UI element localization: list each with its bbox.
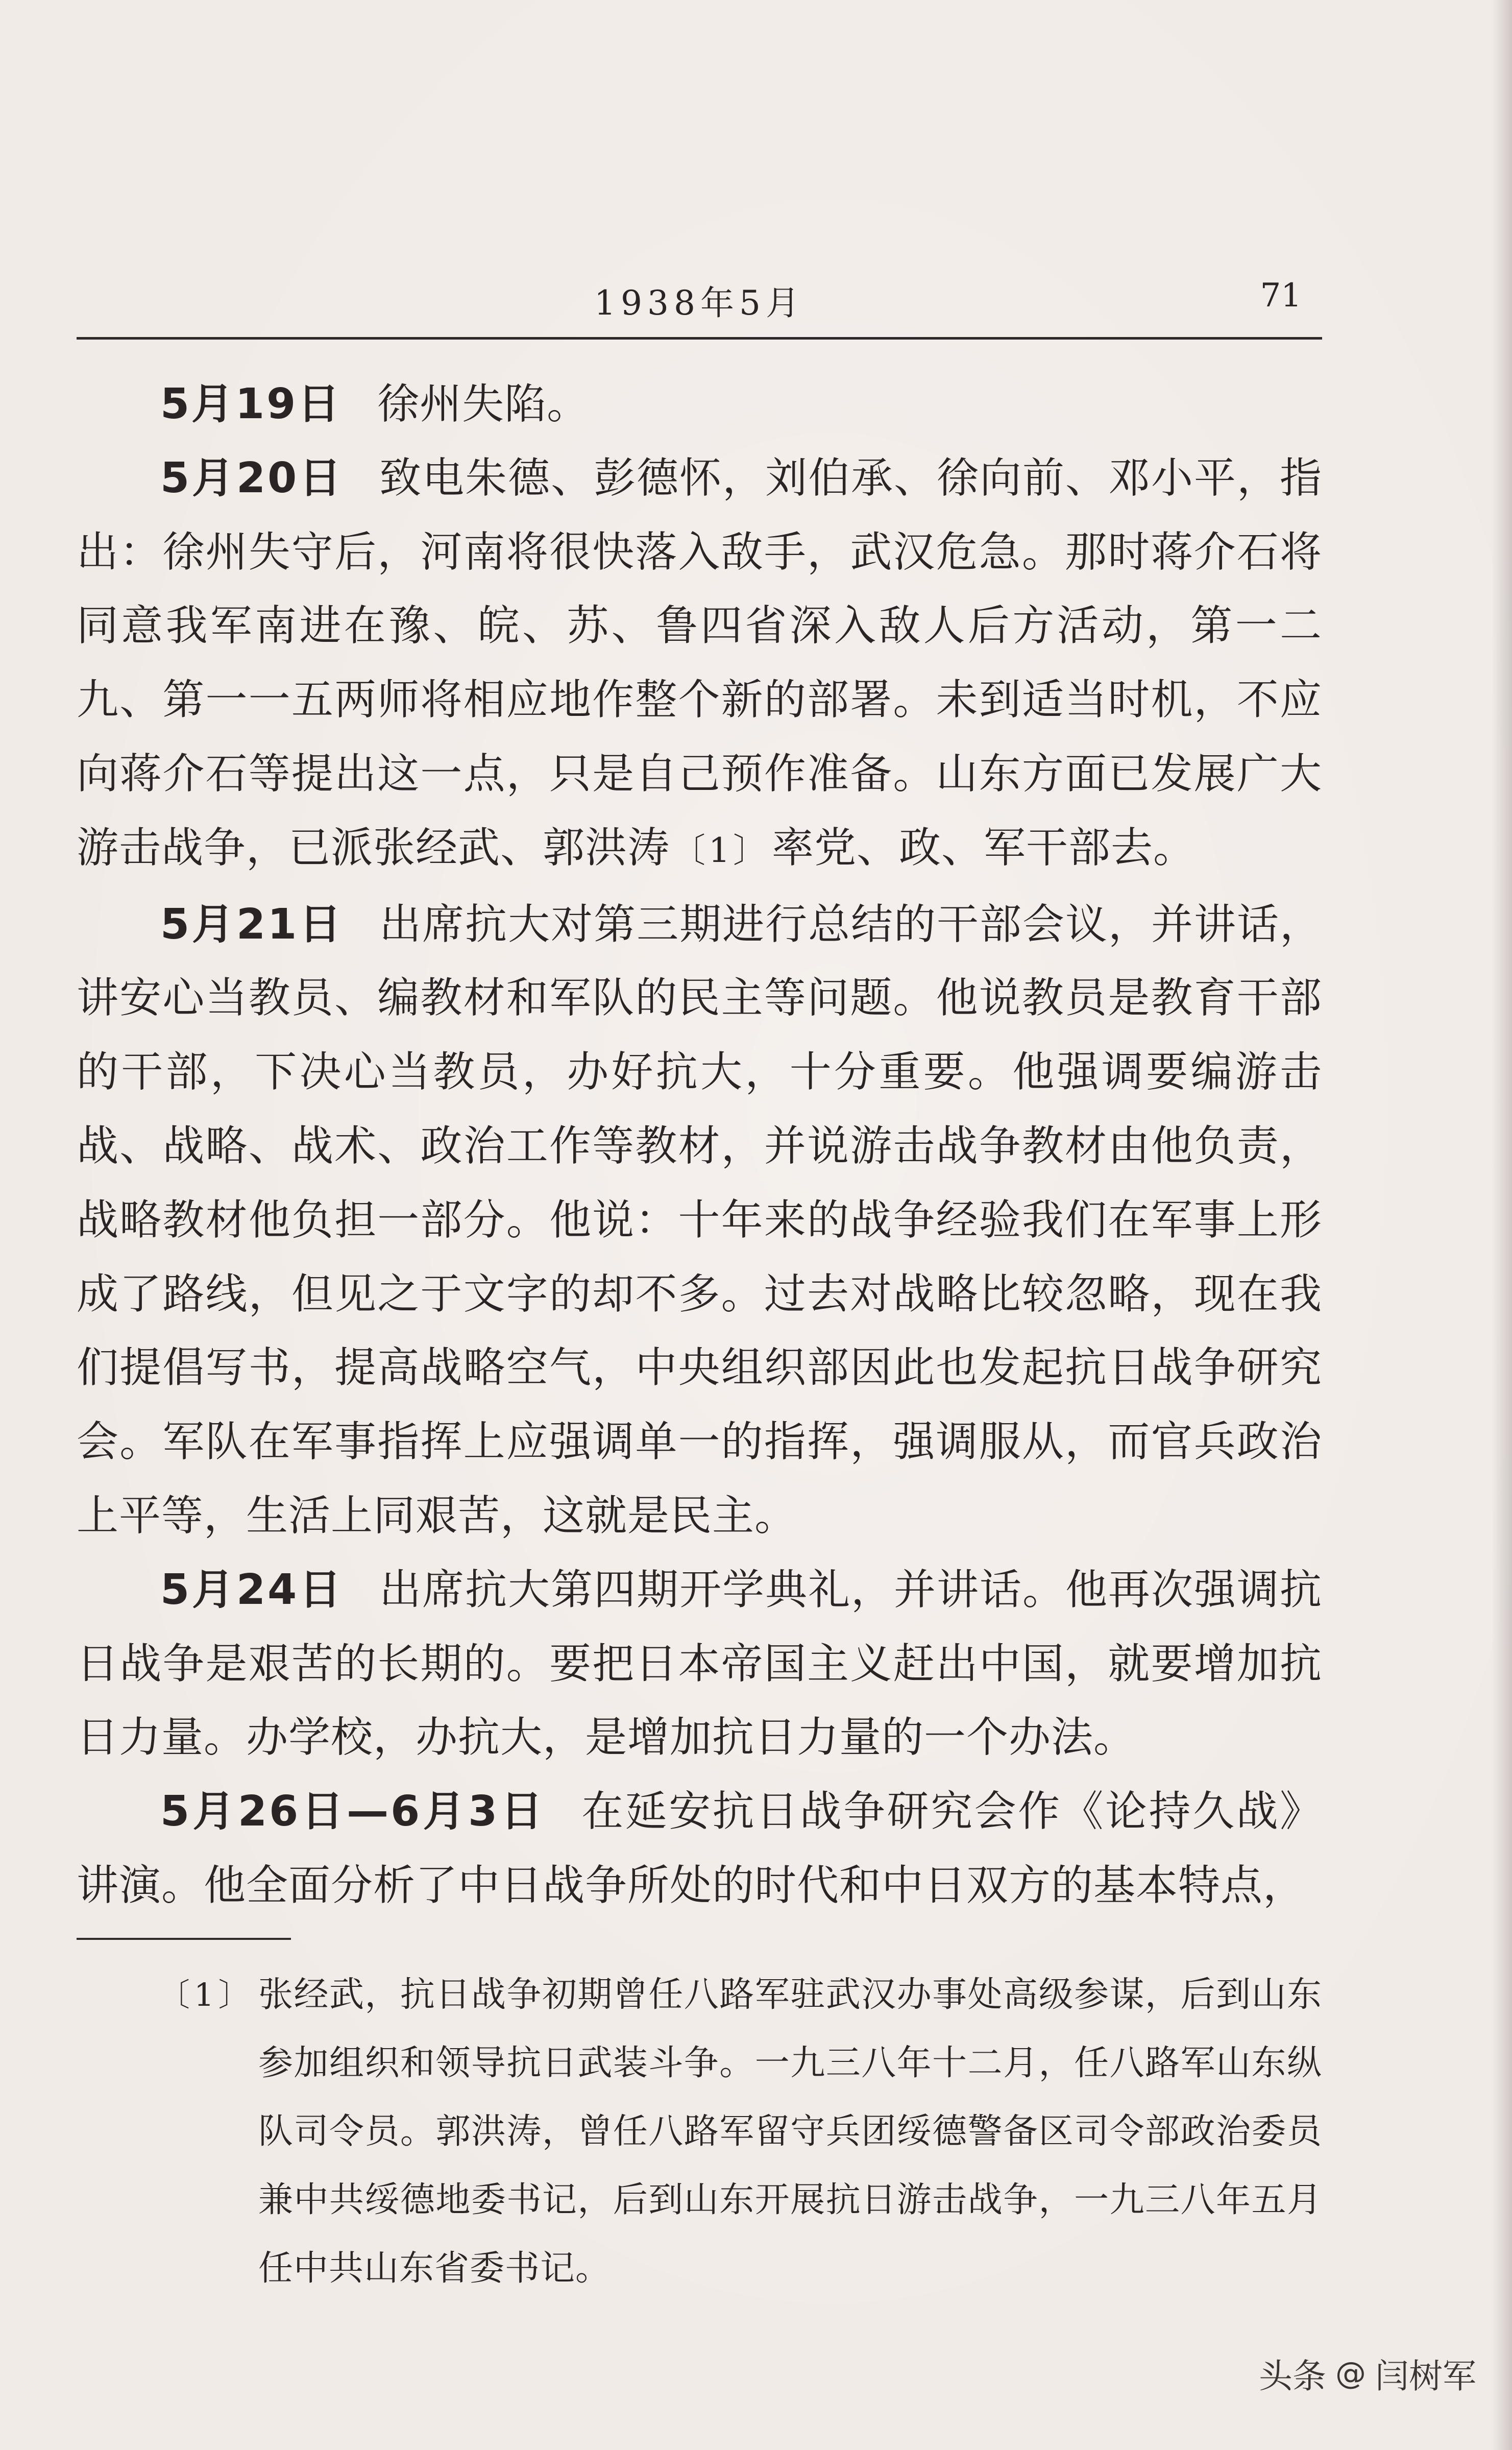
footnote xyxy=(77,1961,1322,2303)
page-number: 71 xyxy=(1260,277,1302,315)
entry-date: 5月20日 xyxy=(160,453,344,502)
footnote-reference[interactable]: 〔1〕 xyxy=(672,830,770,870)
entry-text-continued: 率党、政、军干部去。 xyxy=(772,823,1196,872)
watermark xyxy=(1259,2349,1476,2397)
chronicle-entry xyxy=(77,1775,1322,1923)
entry-date: 5月19日 xyxy=(160,380,342,428)
entry-text: 出席抗大第四期开学典礼，并讲话。他再次强调抗日战争是艰苦的长期的。要把日本帝国主义赶出中国，就要增加抗日力量。办学校，办抗大，是增加抗日力量的一个办法。 xyxy=(77,1565,1322,1762)
chronicle-entry xyxy=(77,442,1322,888)
entry-date: 5月24日 xyxy=(160,1565,344,1614)
watermark-platform: 头条 xyxy=(1259,2357,1326,2396)
entry-text: 出席抗大对第三期进行总结的干部会议，并讲话，讲安心当教员、编教材和军队的民主等问题。他说教员是教育干部的干部，下决心当教员，办好抗大，十分重要。他强调要编游击战、战略、战术、政治工作等教材，并说游击战争教材由他负责，战略教材他负担一部分。他说：十年来的战争经验我们在军事上形成了路线，但见之于文字的却不多。过去对战略比较忽略，现在我们提倡写书，提高战略空气，中央组织部因此也发起抗日战争研究会。军队在军事指挥上应强调单一的指挥，强调服从，而官兵政治上平等，生活上同艰苦，这就是民主。 xyxy=(77,900,1322,1540)
body-text xyxy=(77,368,1322,1923)
running-head: 1938年5月 xyxy=(594,283,804,323)
chronicle-entry xyxy=(77,888,1322,1553)
page-edge-shadow xyxy=(1492,0,1512,2450)
footnote-text: 张经武，抗日战争初期曾任八路军驻武汉办事处高级参谋，后到山东参加组织和领导抗日武装斗争。一九三八年十二月，任八路军山东纵队司令员。郭洪涛，曾任八路军留守兵团绥德警备区司令部政治委员兼中共绥德地委书记，后到山东开展抗日游击战争，一九三八年五月任中共山东省委书记。 xyxy=(258,1975,1322,2289)
footnote-mark: 〔1〕 xyxy=(158,1976,254,2013)
watermark-author: 闫树军 xyxy=(1375,2357,1476,2396)
entry-text: 徐州失陷。 xyxy=(377,380,590,428)
page-header xyxy=(77,266,1322,327)
entry-date: 5月26日—6月3日 xyxy=(160,1787,546,1836)
entry-date: 5月21日 xyxy=(160,900,344,949)
chronicle-entry xyxy=(77,1553,1322,1775)
footnote-rule xyxy=(77,1938,291,1940)
header-rule xyxy=(77,337,1322,340)
chronicle-entry xyxy=(77,368,1322,442)
entry-text: 在延安抗日战争研究会作《论持久战》讲演。他全面分析了中日战争所处的时代和中日双方的基本特点， xyxy=(77,1787,1322,1910)
watermark-at-sign: @ xyxy=(1335,2355,1366,2391)
entry-text: 致电朱德、彭德怀，刘伯承、徐向前、邓小平，指出：徐州失守后，河南将很快落入敌手，武汉危急。那时蒋介石将同意我军南进在豫、皖、苏、鲁四省深入敌人后方活动，第一二九、第一一五两师将相应地作整个新的部署。未到适当时机，不应向蒋介石等提出这一点，只是自己预作准备。山东方面已发展广大游击战争，已派张经武、郭洪涛 xyxy=(77,453,1322,872)
